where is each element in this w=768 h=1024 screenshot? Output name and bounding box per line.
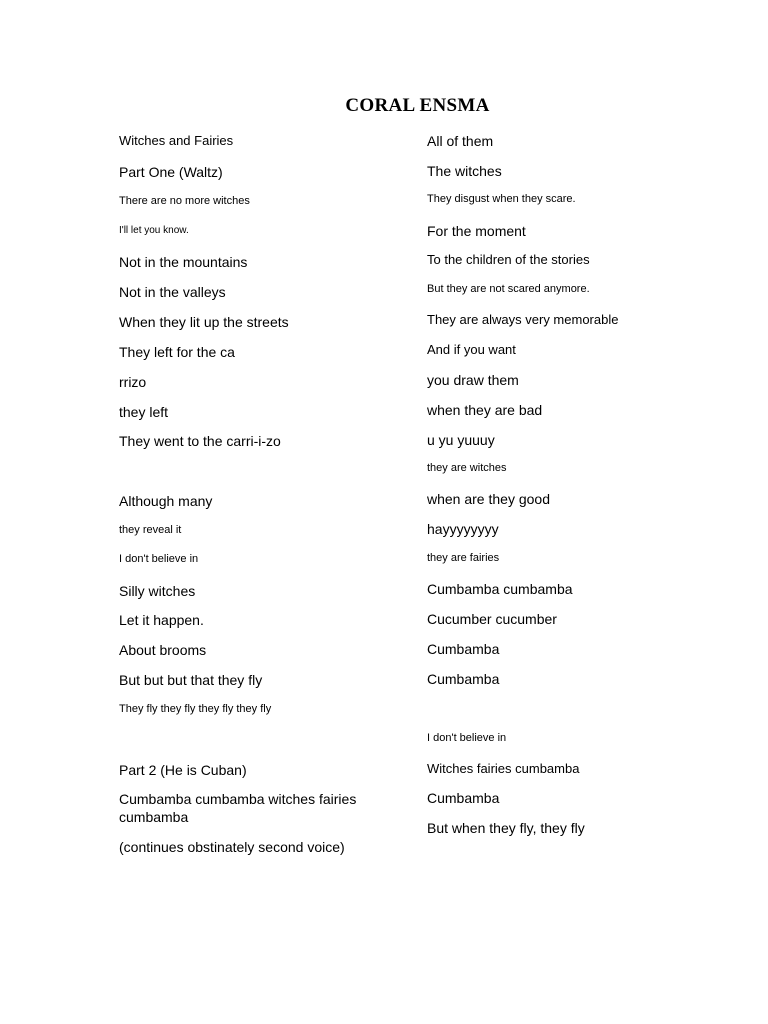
lyric-line: they are witches [427, 462, 507, 474]
lyric-line: rrizo [119, 374, 147, 390]
lyric-line: they left [119, 404, 169, 420]
lyric-line: Part 2 (He is Cuban) [119, 762, 247, 778]
lyric-line: Not in the valleys [119, 284, 226, 300]
lyric-line: For the moment [427, 223, 526, 239]
lyric-line: Cumbamba cumbamba witches fairies cumbamba [119, 791, 357, 825]
lyric-line: when are they good [427, 491, 550, 507]
lyric-line: About brooms [119, 642, 207, 658]
lyric-line: I don't believe in [119, 553, 199, 565]
lyric-line: The witches [427, 163, 502, 179]
lyric-line: Witches fairies cumbamba [427, 761, 580, 776]
lyric-line: All of them [427, 133, 494, 149]
lyric-line: Cumbamba [427, 671, 500, 687]
lyric-line: Part One (Waltz) [119, 164, 223, 180]
page-title: CORAL ENSMA [345, 95, 490, 116]
lyric-line: u yu yuuuy [427, 432, 495, 448]
lyric-line: They went to the carri-i-zo [119, 433, 281, 449]
lyric-line: To the children of the stories [427, 252, 590, 267]
lyric-line: hayyyyyyyy [427, 521, 499, 537]
lyric-line: Cumbamba [427, 790, 500, 806]
lyric-line: Cucumber cucumber [427, 611, 557, 627]
lyric-line: Although many [119, 493, 213, 509]
lyric-line: Let it happen. [119, 612, 204, 628]
lyric-line: They disgust when they scare. [427, 193, 576, 205]
lyric-line: But they are not scared anymore. [427, 283, 590, 295]
lyric-line: When they lit up the streets [119, 314, 289, 330]
lyric-line: They fly they fly they fly they fly [119, 703, 272, 715]
lyric-line: Not in the mountains [119, 254, 248, 270]
lyric-line: Cumbamba cumbamba [427, 581, 573, 597]
lyric-line: Silly witches [119, 583, 196, 599]
lyric-line: They are always very memorable [427, 312, 619, 327]
lyric-line: And if you want [427, 342, 516, 357]
lyric-line: They left for the ca [119, 344, 235, 360]
lyric-line: (continues obstinately second voice) [119, 839, 345, 855]
lyric-line: But but but that they fly [119, 672, 263, 688]
lyric-line: they reveal it [119, 524, 182, 536]
lyric-line: I don't believe in [427, 732, 507, 744]
lyric-line: when they are bad [427, 402, 543, 418]
lyric-line: But when they fly, they fly [427, 820, 585, 836]
lyric-line: Witches and Fairies [119, 133, 234, 148]
lyric-line: Cumbamba [427, 641, 500, 657]
lyric-line: you draw them [427, 372, 519, 388]
lyric-line: I'll let you know. [119, 225, 189, 236]
lyric-line: they are fairies [427, 552, 500, 564]
lyric-line: There are no more witches [119, 195, 250, 207]
